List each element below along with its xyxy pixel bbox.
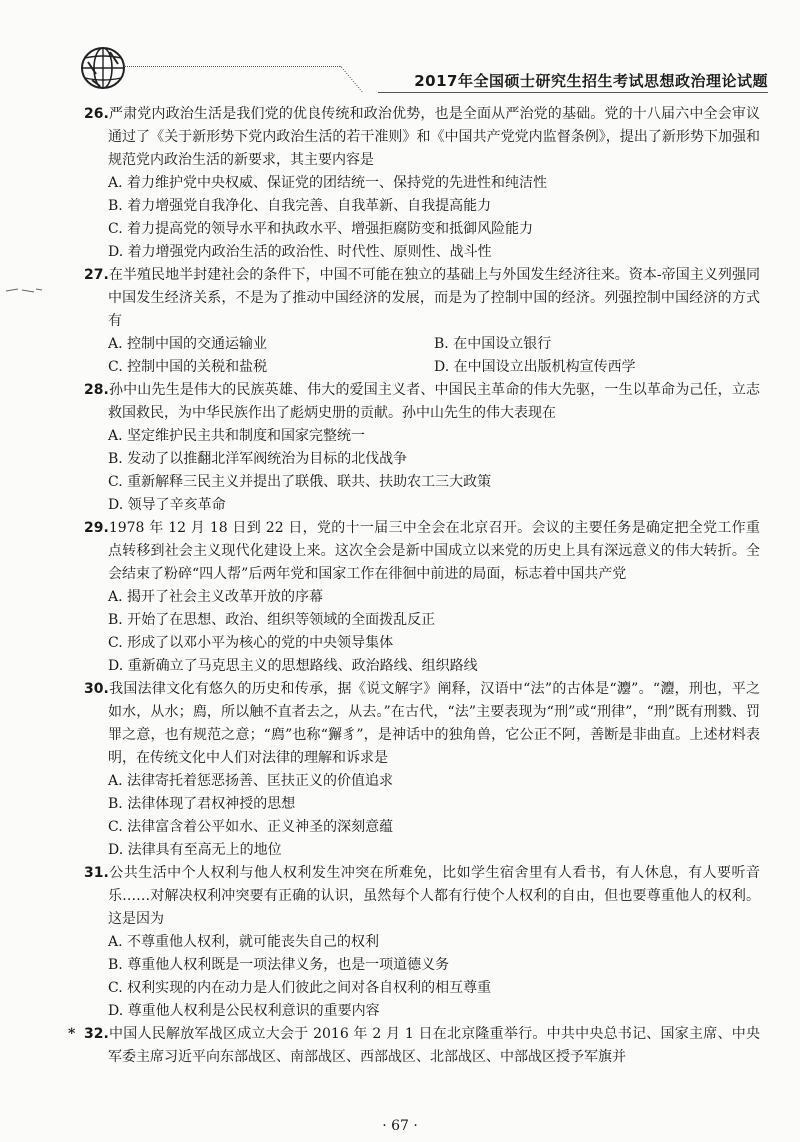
question-stem: [84, 862, 760, 931]
question-text: 中国人民解放军战区成立大会于 2016 年 2 月 1 日在北京隆重举行。中共中央总书记、国家主席、中央军委主席习近平向东部战区、南部战区、西部战区、北部战区、中部战区授予军旗并: [108, 1026, 760, 1065]
option-c: C. 重新解释三民主义并提出了联俄、联共、扶助农工三大政策: [108, 474, 492, 490]
question-31: [84, 862, 760, 1023]
question-27: [84, 264, 760, 379]
option-b: B. 尊重他人权利既是一项法律义务，也是一项道德义务: [108, 957, 450, 973]
question-28: [84, 379, 760, 517]
question-number: 31.: [84, 865, 109, 881]
question-text: 公共生活中个人权利与他人权利发生冲突在所难免，比如学生宿舍里有人看书，有人休息，有人要听音乐……对解决权利冲突要有正确的认识，虽然每个人都有行使个人权利的自由，但也要尊重他人的权利。这是因为: [108, 865, 760, 927]
option-a: A. 着力维护党中央权威、保证党的团结统一、保持党的先进性和纯洁性: [108, 175, 548, 191]
option-list: [84, 586, 760, 678]
option-c: C. 法律富含着公平如水、正义神圣的深刻意蕴: [108, 819, 394, 835]
option-b: B. 发动了以推翻北洋军阀统治为目标的北伐战争: [108, 451, 408, 467]
question-number: 27.: [84, 267, 109, 283]
option-b: B. 着力增强党自我净化、自我完善、自我革新、自我提高能力: [108, 198, 492, 214]
option-b: B. 在中国设立银行: [434, 336, 552, 352]
question-32: [68, 1023, 760, 1069]
question-26: [84, 103, 760, 264]
question-stem: [84, 1023, 760, 1069]
option-d: D. 尊重他人权利是公民权利意识的重要内容: [108, 1003, 380, 1019]
starred-marker: *: [68, 1026, 76, 1042]
question-number: 28.: [84, 382, 109, 398]
option-c: C. 着力提高党的领导水平和执政水平、增强拒腐防变和抵御风险能力: [108, 221, 534, 237]
question-text: 我国法律文化有悠久的历史和传承，据《说文解字》阐释，汉语中“法”的古体是“灋”。“灋，刑也，平之如水，从水；廌，所以触不直者去之，从去。”在古代，“法”主要表现为“刑”或“刑律”，“刑”既有刑戮、罚罪之意，也有规范之意；“廌”也称“獬豸”，是神话中的独角兽，它公正不阿，善断是非曲直。上述材料表明，在传统文化中人们对法律的理解和诉求是: [108, 681, 760, 766]
question-number: 29.: [84, 520, 109, 536]
question-stem: [84, 678, 760, 770]
option-a: A. 法律寄托着惩恶扬善、匡扶正义的价值追求: [108, 773, 394, 789]
option-d: D. 着力增强党内政治生活的政治性、时代性、原则性、战斗性: [108, 244, 492, 260]
option-b: B. 法律体现了君权神授的思想: [108, 796, 296, 812]
question-29: [84, 517, 760, 678]
option-d: D. 在中国设立出版机构宣传西学: [434, 359, 636, 375]
question-number: 26.: [84, 106, 109, 122]
option-list: [84, 172, 760, 264]
page-header: [78, 40, 768, 96]
option-d: D. 法律具有至高无上的地位: [108, 842, 282, 858]
header-dotted-line: [124, 66, 340, 67]
question-stem: [84, 379, 760, 425]
question-text: 严肃党内政治生活是我们党的优良传统和政治优势，也是全面从严治党的基础。党的十八届六中全会审议通过了《关于新形势下党内政治生活的若干准则》和《中国共产党党内监督条例》，提出了新形势下加强和规范党内政治生活的新要求，其主要内容是: [108, 106, 760, 168]
option-c: C. 权利实现的内在动力是人们彼此之间对各自权利的相互尊重: [108, 980, 492, 996]
question-number: 30.: [84, 681, 109, 697]
option-list: [84, 425, 760, 517]
option-list: [84, 770, 760, 862]
option-c: C. 形成了以邓小平为核心的党的中央领导集体: [108, 635, 394, 651]
option-list: [84, 333, 760, 379]
page-number: · 67 ·: [382, 1118, 418, 1134]
header-dotted-slant: [340, 66, 399, 92]
question-30: [84, 678, 760, 862]
option-d: D. 重新确立了马克思主义的思想路线、政治路线、组织路线: [108, 658, 478, 674]
option-a: A. 坚定维护民主共和制度和国家完整统一: [108, 428, 366, 444]
option-a: A. 控制中国的交通运输业: [108, 336, 268, 352]
question-stem: [84, 517, 760, 586]
question-text: 1978 年 12 月 18 日到 22 日，党的十一届三中全会在北京召开。会议的主要任务是确定把全党工作重点转移到社会主义现代化建设上来。这次全会是新中国成立以来党的历史上具有深远意义的伟大转折。全会结束了粉碎“四人帮”后两年党和国家工作在徘徊中前进的局面，标志着中国共产党: [108, 520, 760, 582]
question-number: 32.: [84, 1026, 109, 1042]
option-c: C. 控制中国的关税和盐税: [108, 359, 268, 375]
option-d: D. 领导了辛亥革命: [108, 497, 226, 513]
question-list: [68, 103, 760, 1069]
question-stem: [84, 103, 760, 172]
question-stem: [84, 264, 760, 333]
question-text: 在半殖民地半封建社会的条件下，中国不可能在独立的基础上与外国发生经济往来。资本-帝国主义列强同中国发生经济关系，不是为了推动中国经济的发展，而是为了控制中国的经济。列强控制中国经济的方式有: [108, 267, 760, 329]
globe-logo-icon: [78, 44, 128, 92]
option-a: A. 揭开了社会主义改革开放的序幕: [108, 589, 324, 605]
header-rule: [378, 92, 768, 93]
header-title: 2017年全国硕士研究生招生考试思想政治理论试题: [414, 72, 768, 90]
option-a: A. 不尊重他人权利，就可能丧失自己的权利: [108, 934, 380, 950]
option-list: [84, 931, 760, 1023]
option-b: B. 开始了在思想、政治、组织等领域的全面拨乱反正: [108, 612, 436, 628]
margin-mark-icon: [4, 286, 44, 294]
question-text: 孙中山先生是伟大的民族英雄、伟大的爱国主义者、中国民主革命的伟大先驱，一生以革命为己任，立志救国救民，为中华民族作出了彪炳史册的贡献。孙中山先生的伟大表现在: [108, 382, 760, 421]
